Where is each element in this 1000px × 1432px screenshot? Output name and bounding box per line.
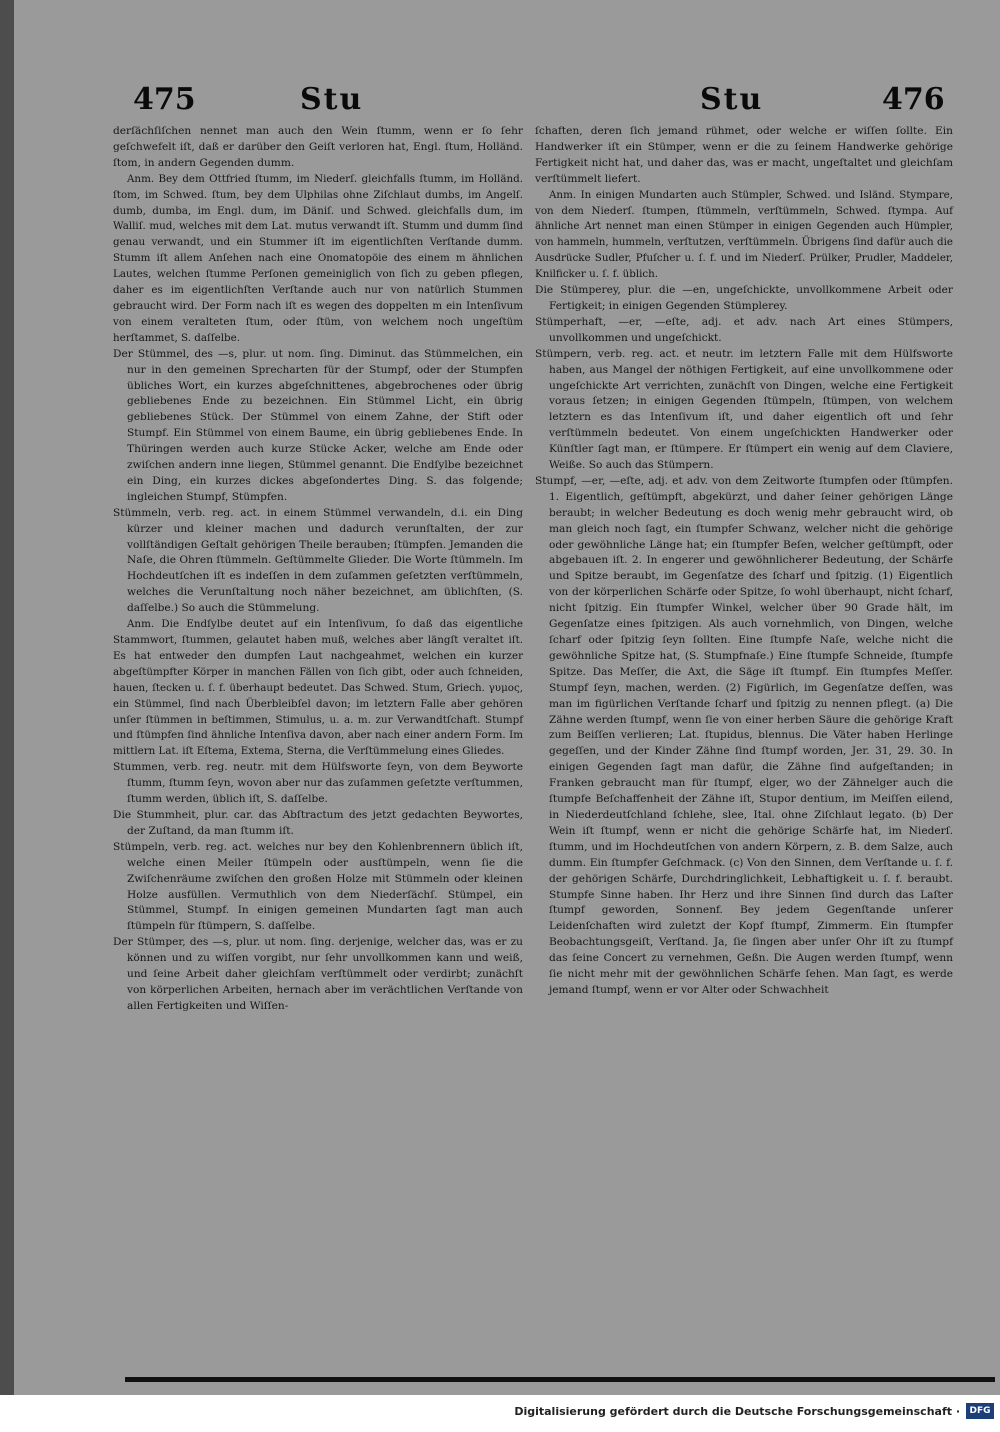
- dictionary-entry: Stümpeln, verb. reg. act. welches nur bey den Kohlenbrennern üblich iſt, welche einen Meiler ſtümpeln oder ausſtümpeln, wenn ſie die Zwiſchenräume zwiſchen den großen Holze mit Stümmeln oder kleinen Holze ausfüllen. Vermuthlich von dem Niederſächſ. Stümpel, ein Stümmel, Stumpf. In einigen gemeinen Mundarten ſagt man auch ſtümpeln für ſtümpern, S. daſſelbe.: [113, 840, 523, 933]
- dictionary-entry: Stümperhaft, —er, —eſte, adj. et adv. nach Art eines Stümpers, unvollkommen und ungeſchickt.: [535, 315, 953, 344]
- dictionary-entry: Stümpern, verb. reg. act. et neutr. im letztern Falle mit dem Hülfsworte haben, aus Mangel der nöthigen Fertigkeit, auf eine unvollkommene oder ungeſchickte Art verrichten, zunächſt von Dingen, welche eine Fertigkeit voraus ſetzen; in einigen Gegenden ſtümpeln, ſtümpen, von welchem letztern es das Intenſivum iſt, und daher eigentlich oft und ſehr verſtümmeln bedeutet. Von einem ungeſchickten Handwerker oder Künſtler ſagt man, er ſtümpere. Er ſtümpert ein wenig auf dem Claviere, Weiße. So auch das Stümpern.: [535, 347, 953, 472]
- right-column: [535, 124, 953, 999]
- dictionary-entry: Stümmeln, verb. reg. act. in einem Stümmel verwandeln, d.i. ein Ding kürzer und kleiner machen und dadurch verunſtalten, der zur vollſtändigen Geſtalt gehörigen Theile berauben; ſtümpfen. Jemanden die Naſe, die Ohren ſtümmeln. Geſtümmelte Glieder. Die Worte ſtümmeln. Im Hochdeutſchen iſt es indeſſen in dem zuſammen geſetzten verſtümmeln, welches die Verunſtaltung noch näher bezeichnet, am üblichſten, (S. daſſelbe.) So auch die Stümmelung.: [113, 506, 523, 615]
- annotation-paragraph: Anm. Bey dem Ottfried ſtumm, im Niederſ. gleichfalls ſtumm, im Holländ. ſtom, im Schwed. ſtum, bey dem Ulphilas ohne Ziſchlaut dumbs, im Angelſ. dumb, dumba, im Engl. dum, im Däniſ. und Schwed. gleichfalls dum, im Walliſ. mud, welches mit dem Lat. mutus verwandt iſt. Stumm und dumm ſind genau verwandt, und ein Stummer iſt im eigentlichſten Verſtande dumm. Stumm iſt allem Anſehen nach eine Onomatopöie des einem m ähnlichen Lautes, welchen ſtumme Perſonen gemeiniglich von ſich zu geben pflegen, daher es im eigentlichſten Verſtande auch nur von natürlich Stummen gebraucht wird. Der Form nach iſt es wegen des doppelten m ein Intenſivum von einem veralteten ſtum, oder ſtüm, von welchem noch ungeſtüm herſtammet, S. daſſelbe.: [113, 172, 523, 344]
- dictionary-entry: Stumpf, —er, —eſte, adj. et adv. von dem Zeitworte ſtumpfen oder ſtümpfen. 1. Eigentlich, geſtümpft, abgekürzt, und daher ſeiner gehörigen Länge beraubt; in welcher Bedeutung es doch wenig mehr gebraucht wird, ob man gleich noch ſagt, ein ſtumpfer Schwanz, welcher nicht die gehörige oder gewöhnliche Länge hat; ein ſtumpfer Beſen, welcher geſtümpft, oder abgebauen iſt. 2. In engerer und gewöhnlicherer Bedeutung, der Schärfe und Spitze beraubt, im Gegenſatze des ſcharf und ſpitzig. (1) Eigentlich von der körperlichen Schärfe oder Spitze, ſo wohl überhaupt, nicht ſcharf, nicht ſpitzig. Ein ſtumpfer Winkel, welcher über 90 Grade hält, im Gegenſatze eines ſpitzigen. Als auch vornehmlich, von Dingen, welche ſcharf oder ſpitzig ſeyn ſollten. Eine ſtumpfe Naſe, welche nicht die gewöhnliche Spitze hat, (S. Stumpfnaſe.) Eine ſtumpfe Schneide, ſtumpfe Spitze. Das Meſſer, die Axt, die Säge iſt ſtumpf. Ein ſtumpfes Meſſer. Stumpf ſeyn, machen, werden. (2) Figürlich, im Gegenſatze deſſen, was man im figürlichen Verſtande ſcharf und ſpitzig zu nennen pflegt. (a) Die Zähne werden ſtumpf, wenn ſie von einer herben Säure die gehörige Kraft zum Beiſſen verlieren; Lat. ſtupidus, blennus. Die Väter haben Herlinge gegeſſen, und der Kinder Zähne ſind ſtumpf worden, Jer. 31, 29. 30. In einigen Gegenden ſagt man dafür, die Zähne ſind aufgeſtanden; in Franken gebraucht man für ſtumpf, elger, wo der Zähnelger auch die ſtumpfe Beſchaffenheit der Zähne iſt, Stupor dentium, im Meiſſen eilend, in Niederdeutſchland ſchlehe, slee, Ital. ohne Ziſchlaut legato. (b) Der Wein iſt ſtumpf, wenn er nicht die gehörige Schärfe hat, im Niederſ. ſtumm, und im Hochdeutſchen von andern Körpern, z. B. dem Salze, auch dumm. Ein ſtumpfer Geſchmack. (c) Von den Sinnen, dem Verſtande u. ſ. f. der gehörigen Schärfe, Durchdringlichkeit, Lebhaftigkeit u. ſ. f. beraubt. Stumpfe Sinne haben. Ihr Herz und ihre Sinnen ſind durch das Laſter ſtumpf geworden, Sonnenf. Bey jedem Gegenſtande unſerer Leidenſchaften wird zuletzt der Kopf ſtumpf, Zimmerm. Ein ſtumpfer Beobachtungsgeiſt, Verſtand. Ja, ſie ſingen aber unſer Ohr iſt zu ſtumpf das ſeine Concert zu vernehmen, Geßn. Die Augen werden ſtumpf, wenn ſie nicht mehr mit der gewöhnlichen Schärfe ſehen. Man ſagt, es werde jemand ſtumpf, wenn er vor Alter oder Schwachheit: [535, 474, 953, 996]
- dictionary-entry: Der Stümmel, des —s, plur. ut nom. ſing. Diminut. das Stümmelchen, ein nur in den gemeinen Sprecharten für der Stumpf, oder der Stumpfen übliches Wort, ein kurzes abgeſchnittenes, abgebrochenes oder übrig gebliebenes Ende zu bezeichnen. Ein Stümmel Licht, ein übrig gebliebenes Stück. Der Stümmel von einem Zahne, der Stift oder Stumpf. Ein Stümmel von einem Baume, ein übrig gebliebenes Ende. In Thüringen werden auch kurze Stücke Acker, welche am Ende oder zwiſchen andern inne liegen, Stümmel genannt. Die Endſylbe bezeichnet ein Ding, ein kurzes dickes abgeſondertes Ding. S. das folgende; ingleichen Stumpf, Stümpfen.: [113, 347, 523, 503]
- page-number-right: 476: [882, 82, 945, 117]
- running-head-left: Stu: [300, 82, 364, 117]
- left-column: [113, 124, 523, 1015]
- dfg-logo: DFG: [966, 1403, 994, 1419]
- continued-text: ſchaften, deren ſich jemand rühmet, oder welche er wiſſen ſollte. Ein Handwerker iſt ein Stümper, wenn er die zu ſeinem Handwerke gehörige Fertigkeit nicht hat, und daher das, was er macht, ungeſtaltet und gleichſam verſtümmelt liefert.: [535, 125, 953, 185]
- annotation-paragraph: Anm. In einigen Mundarten auch Stümpler, Schwed. und Isländ. Stympare, von dem Niederſ. ſtumpen, ſtümmeln, verſtümmeln, Schwed. ſtympa. Auf ähnliche Art nennet man einen Stümper in einigen Gegenden auch Hümpler, von hammeln, hummeln, verſtutzen, verſtümmeln. Übrigens ſind dafür auch die Ausdrücke Sudler, Pfuſcher u. ſ. f. und im Niederſ. Prülker, Prudler, Maddeler, Knilficker u. ſ. f. üblich.: [535, 188, 953, 281]
- running-head-right: Stu: [700, 82, 764, 117]
- funding-note: Digitalisierung gefördert durch die Deutsche Forschungsgemeinschaft ·: [514, 1405, 960, 1418]
- page-edge-shadow: [0, 0, 14, 1395]
- page-number-left: 475: [133, 82, 196, 117]
- annotation-paragraph: Anm. Die Endſylbe deutet auf ein Intenſivum, ſo daß das eigentliche Stammwort, ſtummen, gelautet haben muß, welches aber längſt veraltet iſt. Es hat entweder den dumpfen Laut nachgeahmet, welchen ein kurzer abgeſtümpfter Körper in manchen Fällen von ſich gibt, oder auch ſchneiden, hauen, ſtecken u. ſ. f. überhaupt bedeutet. Das Schwed. Stum, Griech. γυμος, ein Stümmel, ſind nach Überbleibſel davon; im letztern Falle aber gehören unſer ſtümmen in beſtimmen, Stimulus, u. a. m. zur Verwandtſchaft. Stumpf und ſtümpfen ſind ähnliche Intenſiva davon, aber nach einer andern Form. Im mittlern Lat. iſt Eſtema, Extema, Sterna, die Verſtümmelung eines Gliedes.: [113, 618, 523, 758]
- footer-bar: [0, 1395, 1000, 1432]
- dictionary-entry: Die Stümperey, plur. die —en, ungeſchickte, unvollkommene Arbeit oder Fertigkeit; in einigen Gegenden Stümplerey.: [535, 284, 953, 312]
- dictionary-entry: Die Stummheit, plur. car. das Abſtractum des jetzt gedachten Beywortes, der Zuſtand, da man ſtumm iſt.: [113, 808, 523, 837]
- bottom-rule: [125, 1377, 995, 1382]
- dictionary-entry: Stummen, verb. reg. neutr. mit dem Hülfsworte ſeyn, von dem Beyworte ſtumm, ſtumm ſeyn, wovon aber nur das zuſammen geſetzte verſtummen, ſtumm werden, üblich iſt, S. daſſelbe.: [113, 761, 523, 806]
- dictionary-entry: Der Stümper, des —s, plur. ut nom. ſing. derjenige, welcher das, was er zu können und zu wiſſen vorgibt, nur ſehr unvollkommen kann und weiß, und ſeine Arbeit daher gleichſam verſtümmelt oder verdirbt; zunächſt von körperlichen Arbeiten, hernach aber im verächtlichen Verſtande von allen Fertigkeiten und Wiſſen-: [113, 936, 523, 1012]
- continued-text: derſächſiſchen nennet man auch den Wein ſtumm, wenn er ſo ſehr geſchwefelt iſt, daß er darüber den Geiſt verloren hat, Engl. ſtum, Holländ. ſtom, in andern Gegenden dumm.: [113, 125, 523, 169]
